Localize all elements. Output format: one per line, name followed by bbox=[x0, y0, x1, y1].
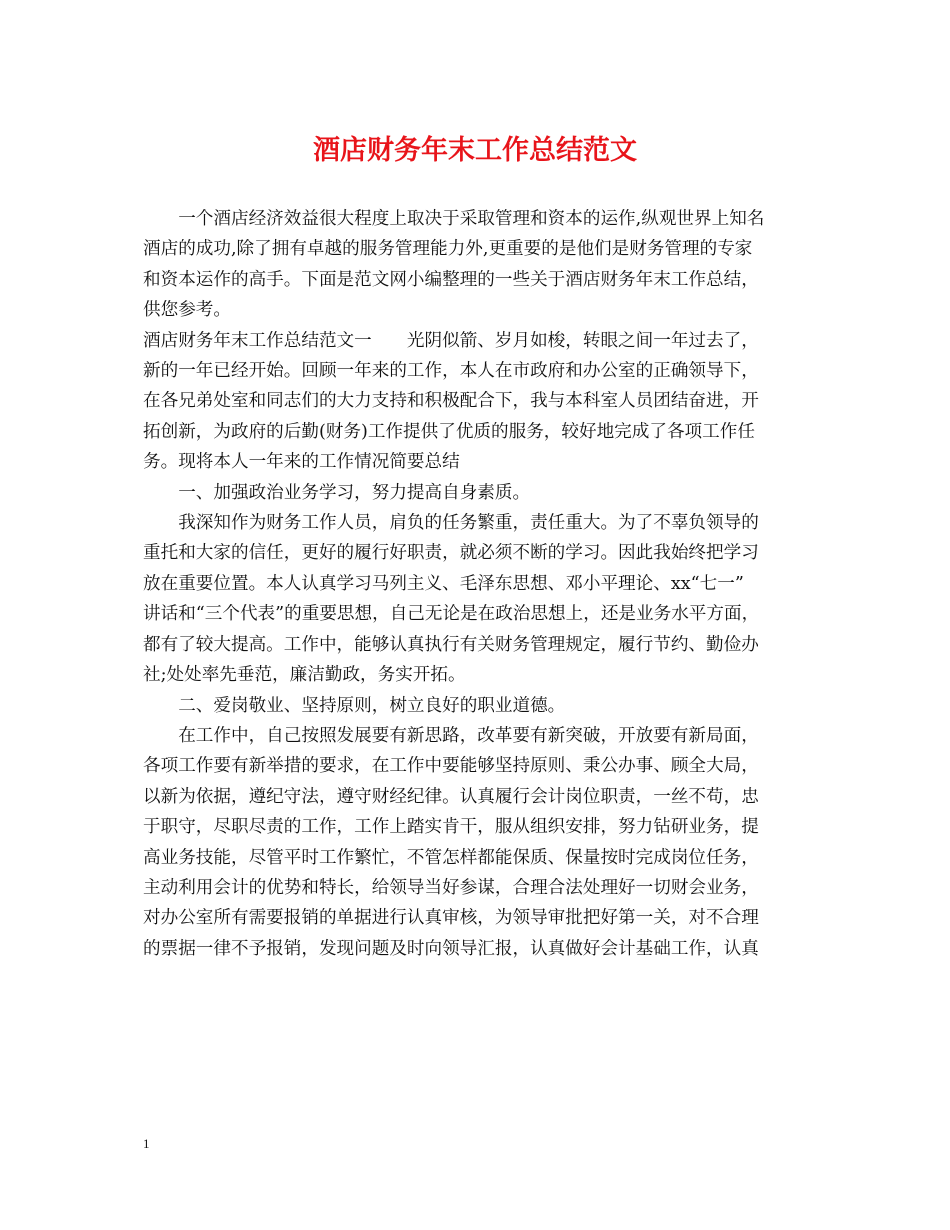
page-number: 1 bbox=[143, 1136, 150, 1151]
section-heading-1: 一、加强政治业务学习，努力提高自身素质。 bbox=[143, 482, 531, 503]
text-line: 我深知作为财务工作人员，肩负的任务繁重，责任重大。为了不辜负领导的 bbox=[143, 513, 759, 534]
text-line: 对办公室所有需要报销的单据进行认真审核，为领导审批把好第一关，对不合理 bbox=[143, 908, 759, 929]
text-line: 供您参考。 bbox=[143, 300, 231, 321]
text-line: 在各兄弟处室和同志们的大力支持和积极配合下，我与本科室人员团结奋进，开 bbox=[143, 391, 759, 412]
text-line: 高业务技能，尽管平时工作繁忙，不管怎样都能保质、保量按时完成岗位任务， bbox=[143, 847, 759, 868]
text-line: 以新为依据，遵纪守法，遵守财经纪律。认真履行会计岗位职责，一丝不苟，忠 bbox=[143, 786, 759, 807]
text-line: 一个酒店经济效益很大程度上取决于采取管理和资本的运作,纵观世界上知名 bbox=[143, 209, 765, 229]
text-line: 都有了较大提高。工作中，能够认真执行有关财务管理规定，履行节约、勤俭办 bbox=[143, 634, 759, 655]
text-line: 新的一年已经开始。回顾一年来的工作，本人在市政府和办公室的正确领导下， bbox=[143, 361, 759, 382]
text-line: 务。现将本人一年来的工作情况简要总结 bbox=[143, 452, 460, 473]
text-line: 于职守，尽职尽责的工作，工作上踏实肯干，服从组织安排，努力钻研业务，提 bbox=[143, 817, 759, 838]
text-line: 社;处处率先垂范，廉洁勤政，务实开拓。 bbox=[143, 665, 466, 686]
text-line: 在工作中，自己按照发展要有新思路，改革要有新突破，开放要有新局面， bbox=[143, 725, 759, 746]
page-title: 酒店财务年末工作总结范文 bbox=[313, 135, 637, 166]
text-line: 主动利用会计的优势和特长，给领导当好参谋，合理合法处理好一切财会业务， bbox=[143, 877, 759, 898]
section-heading-2: 二、爱岗敬业、坚持原则，树立良好的职业道德。 bbox=[143, 695, 566, 716]
document-body bbox=[143, 204, 803, 964]
text-line: 讲话和“三个代表”的重要思想，自己无论是在政治思想上，还是业务水平方面， bbox=[143, 604, 760, 625]
text-line: 酒店财务年末工作总结范文一 光阴似箭、岁月如梭，转眼之间一年过去了， bbox=[143, 330, 759, 351]
text-line: 放在重要位置。本人认真学习马列主义、毛泽东思想、邓小平理论、xx“七一” bbox=[143, 573, 744, 594]
text-line: 各项工作要有新举措的要求，在工作中要能够坚持原则、秉公办事、顾全大局， bbox=[143, 756, 759, 777]
text-line: 酒店的成功,除了拥有卓越的服务管理能力外,更重要的是他们是财务管理的专家 bbox=[143, 239, 753, 260]
text-line: 拓创新，为政府的后勤(财务)工作提供了优质的服务，较好地完成了各项工作任 bbox=[143, 421, 755, 442]
text-line: 的票据一律不予报销，发现问题及时向领导汇报，认真做好会计基础工作，认真 bbox=[143, 938, 759, 959]
text-line: 重托和大家的信任，更好的履行好职责，就必须不断的学习。因此我始终把学习 bbox=[143, 543, 759, 564]
text-line: 和资本运作的高手。下面是范文网小编整理的一些关于酒店财务年末工作总结， bbox=[143, 269, 759, 290]
